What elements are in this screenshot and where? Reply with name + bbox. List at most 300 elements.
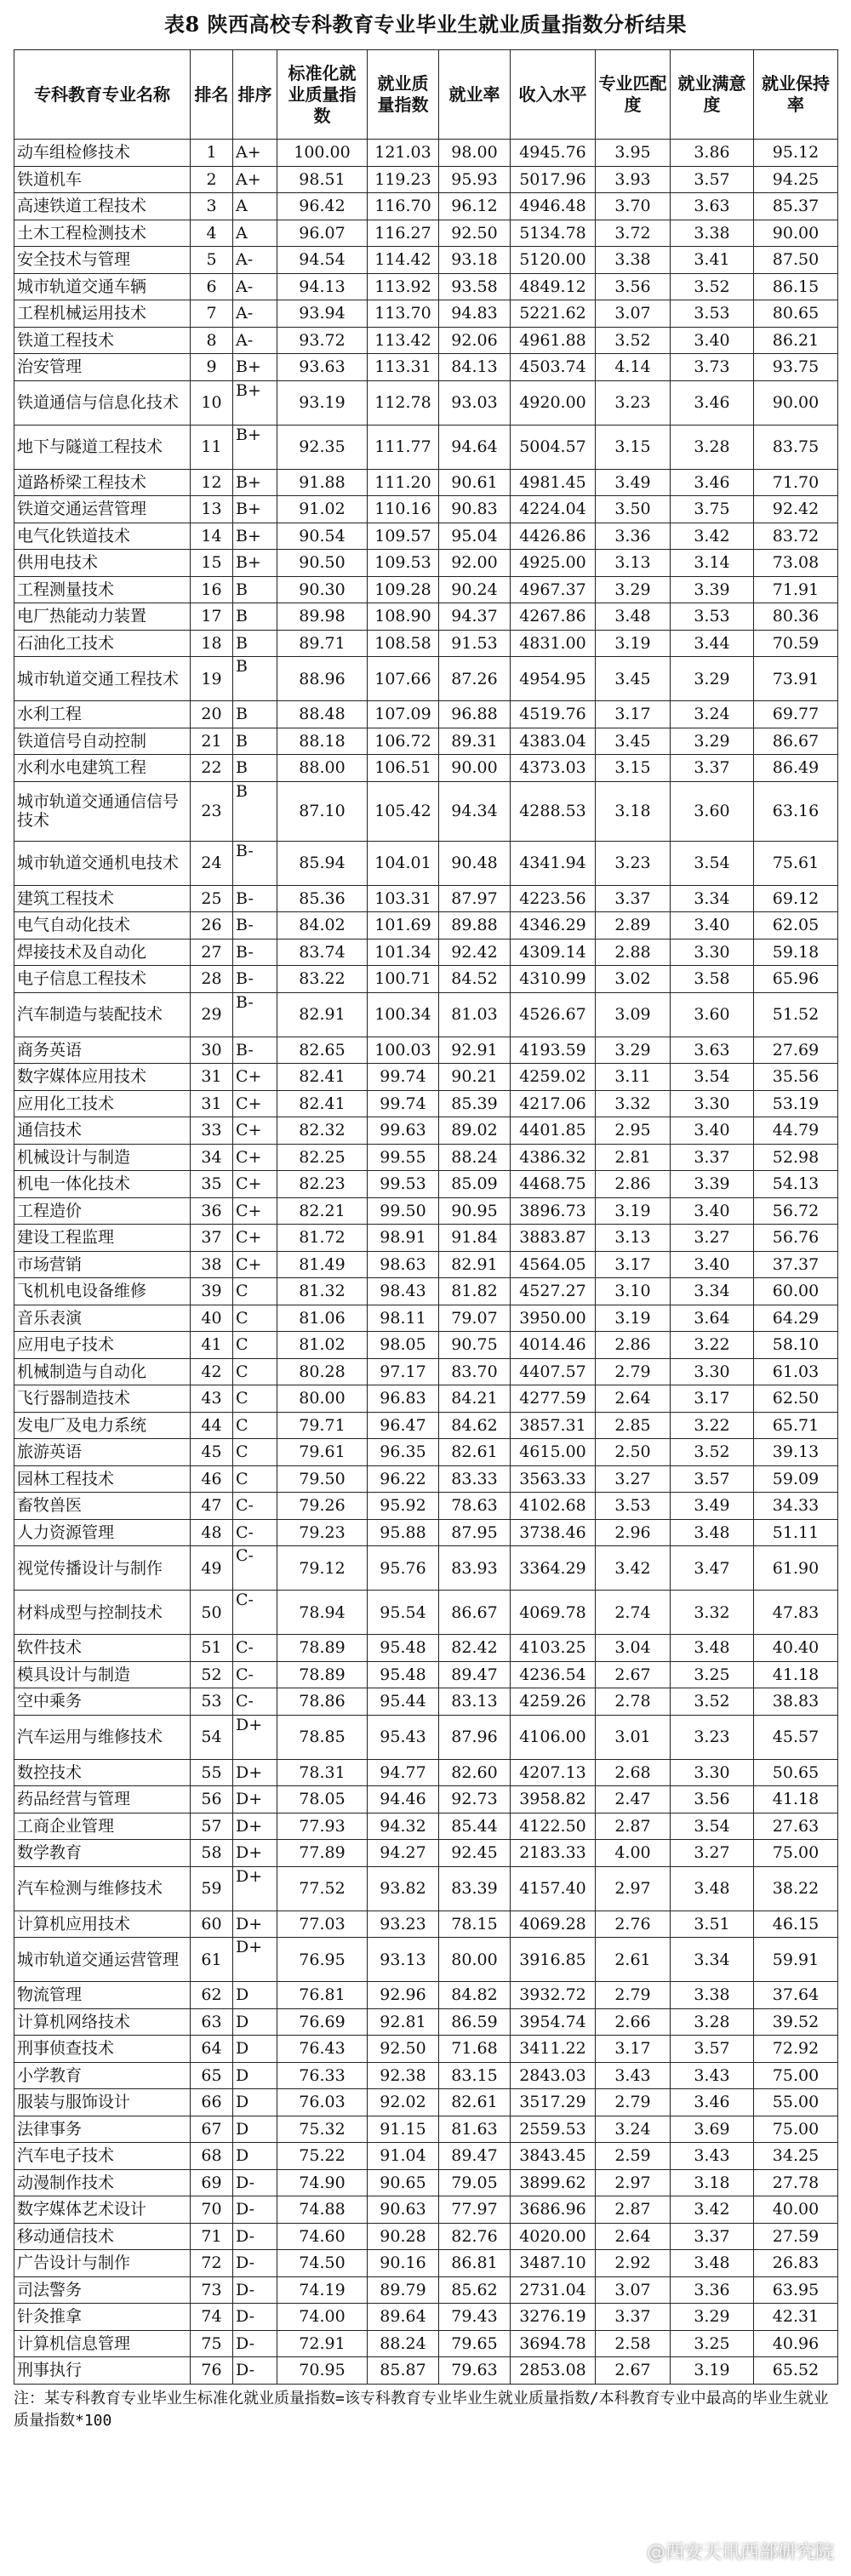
- cell-grade: B: [233, 603, 277, 631]
- cell-standard-index: 75.22: [277, 2143, 368, 2170]
- table-row: [14, 630, 838, 657]
- cell-major-name: 数字媒体艺术设计: [14, 2196, 191, 2224]
- cell-grade: D+: [233, 1759, 277, 1786]
- cell-major-name: 计算机网络技术: [14, 2008, 191, 2036]
- cell-satisfaction: 3.63: [671, 1037, 754, 1064]
- cell-standard-index: 76.33: [277, 2062, 368, 2089]
- cell-quality-index: 99.74: [368, 1064, 439, 1091]
- cell-retention: 83.75: [754, 425, 838, 469]
- cell-quality-index: 113.42: [368, 327, 439, 354]
- cell-income: 4259.02: [511, 1064, 596, 1091]
- cell-retention: 75.61: [754, 841, 838, 885]
- table-row: [14, 166, 838, 193]
- cell-employment-rate: 87.97: [439, 885, 511, 912]
- cell-quality-index: 92.81: [368, 2008, 439, 2036]
- cell-satisfaction: 3.29: [671, 728, 754, 755]
- cell-rank: 50: [191, 1591, 233, 1635]
- cell-satisfaction: 3.29: [671, 2304, 754, 2331]
- cell-major-name: 铁道机车: [14, 166, 191, 193]
- cell-satisfaction: 3.37: [671, 1144, 754, 1171]
- cell-rank: 34: [191, 1144, 233, 1171]
- cell-retention: 40.40: [754, 1635, 838, 1662]
- cell-retention: 86.49: [754, 755, 838, 782]
- cell-grade: B: [233, 657, 277, 701]
- cell-grade: D-: [233, 2223, 277, 2250]
- cell-standard-index: 91.02: [277, 496, 368, 523]
- cell-satisfaction: 3.29: [671, 657, 754, 701]
- table-footnote: 注：某专科教育专业毕业生标准化就业质量指数=该专科教育专业毕业生就业质量指数/本科教育专业中最高的毕业生就业质量指数*100: [14, 2389, 829, 2430]
- cell-grade: B-: [233, 939, 277, 966]
- cell-standard-index: 90.30: [277, 576, 368, 603]
- cell-income: 4954.95: [511, 657, 596, 701]
- cell-major-name: 服装与服饰设计: [14, 2089, 191, 2116]
- cell-employment-rate: 82.60: [439, 1759, 511, 1786]
- cell-income: 2843.03: [511, 2062, 596, 2089]
- cell-major-name: 动漫制作技术: [14, 2169, 191, 2196]
- cell-employment-rate: 84.82: [439, 1982, 511, 2009]
- cell-standard-index: 77.89: [277, 1840, 368, 1867]
- cell-quality-index: 92.50: [368, 2036, 439, 2063]
- cell-grade: D+: [233, 1866, 277, 1911]
- cell-major-match: 3.29: [596, 576, 671, 603]
- cell-major-match: 3.23: [596, 841, 671, 885]
- cell-major-match: 4.14: [596, 354, 671, 381]
- cell-income: 3738.46: [511, 1519, 596, 1546]
- cell-rank: 15: [191, 550, 233, 577]
- cell-standard-index: 74.60: [277, 2223, 368, 2250]
- cell-grade: A-: [233, 247, 277, 274]
- cell-satisfaction: 3.22: [671, 1412, 754, 1439]
- cell-standard-index: 88.96: [277, 657, 368, 701]
- cell-major-match: 3.17: [596, 1251, 671, 1278]
- cell-satisfaction: 3.48: [671, 1519, 754, 1546]
- table-row: [14, 1493, 838, 1520]
- cell-grade: D+: [233, 1938, 277, 1982]
- cell-retention: 45.57: [754, 1715, 838, 1759]
- cell-major-match: 3.38: [596, 247, 671, 274]
- cell-standard-index: 82.65: [277, 1037, 368, 1064]
- cell-rank: 30: [191, 1037, 233, 1064]
- cell-income: 4519.76: [511, 701, 596, 728]
- cell-satisfaction: 3.52: [671, 1688, 754, 1716]
- cell-standard-index: 78.85: [277, 1715, 368, 1759]
- cell-income: 4468.75: [511, 1171, 596, 1198]
- cell-standard-index: 89.71: [277, 630, 368, 657]
- cell-major-match: 3.70: [596, 193, 671, 220]
- cell-income: 4373.03: [511, 755, 596, 782]
- cell-major-name: 模具设计与制造: [14, 1661, 191, 1688]
- cell-employment-rate: 93.58: [439, 273, 511, 300]
- cell-major-match: 2.66: [596, 2008, 671, 2036]
- cell-income: 4831.00: [511, 630, 596, 657]
- cell-major-match: 3.56: [596, 273, 671, 300]
- table-row: [14, 2143, 838, 2170]
- table-row: [14, 1117, 838, 1145]
- cell-major-match: 2.87: [596, 2196, 671, 2224]
- table-row: [14, 193, 838, 220]
- cell-quality-index: 95.43: [368, 1715, 439, 1759]
- cell-income: 4341.94: [511, 841, 596, 885]
- cell-standard-index: 88.18: [277, 728, 368, 755]
- cell-major-match: 3.42: [596, 1546, 671, 1591]
- cell-quality-index: 95.76: [368, 1546, 439, 1591]
- cell-grade: D: [233, 2143, 277, 2170]
- cell-satisfaction: 3.34: [671, 1278, 754, 1305]
- cell-income: 3686.96: [511, 2196, 596, 2224]
- table-row: [14, 966, 838, 993]
- cell-income: 4069.28: [511, 1911, 596, 1938]
- cell-quality-index: 104.01: [368, 841, 439, 885]
- cell-grade: C+: [233, 1064, 277, 1091]
- cell-quality-index: 98.05: [368, 1332, 439, 1359]
- cell-employment-rate: 82.42: [439, 1635, 511, 1662]
- table-row: [14, 912, 838, 940]
- cell-standard-index: 81.06: [277, 1305, 368, 1332]
- cell-satisfaction: 3.36: [671, 2276, 754, 2304]
- cell-major-name: 供用电技术: [14, 550, 191, 577]
- cell-major-name: 汽车电子技术: [14, 2143, 191, 2170]
- cell-standard-index: 82.91: [277, 992, 368, 1037]
- cell-grade: C-: [233, 1591, 277, 1635]
- cell-major-match: 3.95: [596, 140, 671, 167]
- cell-quality-index: 92.02: [368, 2089, 439, 2116]
- header-retention: 就业保持率: [754, 50, 838, 140]
- cell-retention: 39.13: [754, 1439, 838, 1466]
- cell-quality-index: 97.17: [368, 1358, 439, 1385]
- cell-satisfaction: 3.27: [671, 1225, 754, 1252]
- cell-quality-index: 106.72: [368, 728, 439, 755]
- header-grade: 排序: [233, 50, 277, 140]
- cell-quality-index: 98.11: [368, 1305, 439, 1332]
- cell-standard-index: 94.54: [277, 247, 368, 274]
- cell-satisfaction: 3.40: [671, 1117, 754, 1145]
- cell-satisfaction: 3.42: [671, 523, 754, 550]
- cell-retention: 75.00: [754, 2116, 838, 2143]
- cell-satisfaction: 3.86: [671, 140, 754, 167]
- cell-rank: 11: [191, 425, 233, 469]
- table-row: [14, 2276, 838, 2304]
- cell-retention: 90.00: [754, 380, 838, 425]
- cell-satisfaction: 3.43: [671, 2143, 754, 2170]
- cell-employment-rate: 85.62: [439, 2276, 511, 2304]
- cell-quality-index: 110.16: [368, 496, 439, 523]
- cell-rank: 37: [191, 1225, 233, 1252]
- table-row: [14, 273, 838, 300]
- cell-satisfaction: 3.30: [671, 1759, 754, 1786]
- cell-standard-index: 79.61: [277, 1439, 368, 1466]
- cell-employment-rate: 89.02: [439, 1117, 511, 1145]
- cell-major-name: 汽车制造与装配技术: [14, 992, 191, 1037]
- cell-grade: B: [233, 781, 277, 841]
- cell-satisfaction: 3.60: [671, 992, 754, 1037]
- cell-employment-rate: 98.00: [439, 140, 511, 167]
- cell-retention: 40.00: [754, 2196, 838, 2224]
- cell-income: 4207.13: [511, 1759, 596, 1786]
- cell-major-match: 3.45: [596, 728, 671, 755]
- cell-employment-rate: 94.83: [439, 300, 511, 328]
- cell-retention: 59.91: [754, 1938, 838, 1982]
- table-row: [14, 841, 838, 885]
- cell-retention: 65.71: [754, 1412, 838, 1439]
- cell-quality-index: 90.65: [368, 2169, 439, 2196]
- cell-standard-index: 78.86: [277, 1688, 368, 1716]
- cell-employment-rate: 79.65: [439, 2330, 511, 2357]
- cell-grade: D+: [233, 1911, 277, 1938]
- cell-retention: 52.98: [754, 1144, 838, 1171]
- cell-employment-rate: 79.05: [439, 2169, 511, 2196]
- cell-employment-rate: 90.21: [439, 1064, 511, 1091]
- cell-major-name: 人力资源管理: [14, 1519, 191, 1546]
- cell-major-match: 3.17: [596, 2036, 671, 2063]
- cell-income: 3276.19: [511, 2304, 596, 2331]
- cell-income: 3932.72: [511, 1982, 596, 2009]
- cell-major-match: 2.50: [596, 1439, 671, 1466]
- cell-quality-index: 101.69: [368, 912, 439, 940]
- cell-standard-index: 72.91: [277, 2330, 368, 2357]
- cell-employment-rate: 82.91: [439, 1251, 511, 1278]
- cell-quality-index: 90.16: [368, 2250, 439, 2277]
- cell-standard-index: 93.94: [277, 300, 368, 328]
- header-employment-rate: 就业率: [439, 50, 511, 140]
- cell-rank: 64: [191, 2036, 233, 2063]
- cell-quality-index: 99.50: [368, 1197, 439, 1225]
- cell-income: 4224.04: [511, 496, 596, 523]
- cell-major-name: 城市轨道交通通信信号技术: [14, 781, 191, 841]
- cell-rank: 48: [191, 1519, 233, 1546]
- cell-major-name: 机电一体化技术: [14, 1171, 191, 1198]
- table-row: [14, 701, 838, 728]
- cell-major-match: 3.37: [596, 2304, 671, 2331]
- cell-major-name: 焊接技术及自动化: [14, 939, 191, 966]
- cell-grade: D+: [233, 1715, 277, 1759]
- cell-satisfaction: 3.60: [671, 781, 754, 841]
- cell-employment-rate: 83.13: [439, 1688, 511, 1716]
- cell-retention: 39.52: [754, 2008, 838, 2036]
- cell-major-name: 汽车检测与维修技术: [14, 1866, 191, 1911]
- cell-retention: 71.91: [754, 576, 838, 603]
- cell-income: 2853.08: [511, 2357, 596, 2385]
- table-row: [14, 300, 838, 328]
- cell-major-match: 2.68: [596, 1759, 671, 1786]
- table-row: [14, 2250, 838, 2277]
- cell-major-match: 2.87: [596, 1813, 671, 1840]
- cell-rank: 42: [191, 1358, 233, 1385]
- cell-retention: 27.69: [754, 1037, 838, 1064]
- table-row: [14, 2008, 838, 2036]
- cell-income: 4503.74: [511, 354, 596, 381]
- cell-quality-index: 88.24: [368, 2330, 439, 2357]
- table-row: [14, 140, 838, 167]
- cell-standard-index: 84.02: [277, 912, 368, 940]
- cell-retention: 65.52: [754, 2357, 838, 2385]
- cell-income: 4346.29: [511, 912, 596, 940]
- cell-quality-index: 106.51: [368, 755, 439, 782]
- cell-major-match: 3.32: [596, 1090, 671, 1117]
- cell-rank: 76: [191, 2357, 233, 2385]
- cell-rank: 13: [191, 496, 233, 523]
- cell-standard-index: 88.00: [277, 755, 368, 782]
- cell-quality-index: 116.27: [368, 220, 439, 247]
- table-row: [14, 2036, 838, 2063]
- cell-grade: C-: [233, 1688, 277, 1716]
- cell-major-match: 3.13: [596, 1225, 671, 1252]
- cell-major-match: 3.09: [596, 992, 671, 1037]
- cell-major-name: 司法警务: [14, 2276, 191, 2304]
- cell-retention: 53.19: [754, 1090, 838, 1117]
- cell-quality-index: 95.48: [368, 1635, 439, 1662]
- cell-satisfaction: 3.57: [671, 2036, 754, 2063]
- cell-employment-rate: 80.00: [439, 1938, 511, 1982]
- cell-satisfaction: 3.54: [671, 1064, 754, 1091]
- cell-major-name: 应用化工技术: [14, 1090, 191, 1117]
- cell-employment-rate: 81.03: [439, 992, 511, 1037]
- table-row: [14, 1661, 838, 1688]
- table-row: [14, 2304, 838, 2331]
- document-page: [14, 0, 837, 2432]
- cell-satisfaction: 3.46: [671, 469, 754, 496]
- cell-employment-rate: 88.24: [439, 1144, 511, 1171]
- cell-rank: 38: [191, 1251, 233, 1278]
- cell-quality-index: 91.04: [368, 2143, 439, 2170]
- cell-rank: 61: [191, 1938, 233, 1982]
- cell-rank: 9: [191, 354, 233, 381]
- cell-retention: 93.75: [754, 354, 838, 381]
- cell-retention: 37.64: [754, 1982, 838, 2009]
- header-major-name: 专科教育专业名称: [14, 50, 191, 140]
- cell-standard-index: 93.72: [277, 327, 368, 354]
- cell-income: 4426.86: [511, 523, 596, 550]
- cell-satisfaction: 3.27: [671, 1840, 754, 1867]
- table-row: [14, 1759, 838, 1786]
- cell-retention: 34.33: [754, 1493, 838, 1520]
- cell-satisfaction: 3.42: [671, 2196, 754, 2224]
- cell-major-name: 水利水电建筑工程: [14, 755, 191, 782]
- cell-major-name: 电气自动化技术: [14, 912, 191, 940]
- cell-satisfaction: 3.30: [671, 939, 754, 966]
- cell-major-match: 2.64: [596, 1385, 671, 1413]
- table-row: [14, 2196, 838, 2224]
- cell-major-match: 3.36: [596, 523, 671, 550]
- cell-rank: 73: [191, 2276, 233, 2304]
- cell-quality-index: 107.66: [368, 657, 439, 701]
- cell-income: 2731.04: [511, 2276, 596, 2304]
- cell-major-match: 2.58: [596, 2330, 671, 2357]
- cell-grade: B: [233, 630, 277, 657]
- cell-rank: 58: [191, 1840, 233, 1867]
- cell-retention: 90.00: [754, 220, 838, 247]
- cell-quality-index: 93.82: [368, 1866, 439, 1911]
- cell-retention: 73.91: [754, 657, 838, 701]
- cell-standard-index: 81.32: [277, 1278, 368, 1305]
- cell-employment-rate: 79.63: [439, 2357, 511, 2385]
- cell-retention: 34.25: [754, 2143, 838, 2170]
- cell-major-match: 2.59: [596, 2143, 671, 2170]
- cell-rank: 24: [191, 841, 233, 885]
- cell-grade: D-: [233, 2357, 277, 2385]
- cell-major-match: 3.01: [596, 1715, 671, 1759]
- cell-rank: 71: [191, 2223, 233, 2250]
- cell-income: 4014.46: [511, 1332, 596, 1359]
- cell-major-match: 3.49: [596, 469, 671, 496]
- cell-quality-index: 90.28: [368, 2223, 439, 2250]
- cell-standard-index: 98.51: [277, 166, 368, 193]
- table-row: [14, 1225, 838, 1252]
- cell-income: 5017.96: [511, 166, 596, 193]
- cell-employment-rate: 77.97: [439, 2196, 511, 2224]
- cell-grade: D-: [233, 2196, 277, 2224]
- cell-employment-rate: 92.73: [439, 1786, 511, 1813]
- cell-grade: B-: [233, 966, 277, 993]
- cell-rank: 43: [191, 1385, 233, 1413]
- cell-standard-index: 78.89: [277, 1661, 368, 1688]
- cell-quality-index: 121.03: [368, 140, 439, 167]
- cell-rank: 7: [191, 300, 233, 328]
- cell-satisfaction: 3.58: [671, 966, 754, 993]
- cell-major-name: 视觉传播设计与制作: [14, 1546, 191, 1591]
- cell-major-match: 2.79: [596, 1982, 671, 2009]
- cell-grade: C+: [233, 1144, 277, 1171]
- cell-satisfaction: 3.56: [671, 1786, 754, 1813]
- cell-quality-index: 98.63: [368, 1251, 439, 1278]
- cell-standard-index: 76.43: [277, 2036, 368, 2063]
- table-row: [14, 755, 838, 782]
- cell-employment-rate: 83.93: [439, 1546, 511, 1591]
- cell-major-name: 机械制造与自动化: [14, 1358, 191, 1385]
- cell-standard-index: 82.41: [277, 1090, 368, 1117]
- cell-standard-index: 76.81: [277, 1982, 368, 2009]
- cell-income: 4615.00: [511, 1439, 596, 1466]
- cell-retention: 61.03: [754, 1358, 838, 1385]
- cell-quality-index: 85.87: [368, 2357, 439, 2385]
- cell-quality-index: 93.23: [368, 1911, 439, 1938]
- cell-standard-index: 78.05: [277, 1786, 368, 1813]
- cell-standard-index: 74.50: [277, 2250, 368, 2277]
- cell-standard-index: 79.71: [277, 1412, 368, 1439]
- cell-retention: 65.96: [754, 966, 838, 993]
- cell-satisfaction: 3.48: [671, 1635, 754, 1662]
- cell-employment-rate: 81.82: [439, 1278, 511, 1305]
- cell-major-name: 工商企业管理: [14, 1813, 191, 1840]
- cell-satisfaction: 3.53: [671, 300, 754, 328]
- cell-employment-rate: 90.00: [439, 755, 511, 782]
- cell-retention: 44.79: [754, 1117, 838, 1145]
- cell-major-name: 治安管理: [14, 354, 191, 381]
- cell-rank: 19: [191, 657, 233, 701]
- cell-retention: 51.11: [754, 1519, 838, 1546]
- employment-quality-table: [14, 49, 838, 2385]
- header-satisfaction: 就业满意度: [671, 50, 754, 140]
- cell-grade: A-: [233, 300, 277, 328]
- cell-employment-rate: 89.31: [439, 728, 511, 755]
- cell-income: 5134.78: [511, 220, 596, 247]
- cell-quality-index: 103.31: [368, 885, 439, 912]
- table-row: [14, 992, 838, 1037]
- cell-standard-index: 83.74: [277, 939, 368, 966]
- cell-major-name: 城市轨道交通机电技术: [14, 841, 191, 885]
- cell-major-match: 3.17: [596, 701, 671, 728]
- table-row: [14, 2330, 838, 2357]
- cell-rank: 47: [191, 1493, 233, 1520]
- cell-income: 3694.78: [511, 2330, 596, 2357]
- cell-rank: 35: [191, 1171, 233, 1198]
- cell-grade: D: [233, 2008, 277, 2036]
- cell-retention: 75.00: [754, 2062, 838, 2089]
- cell-major-name: 工程机械运用技术: [14, 300, 191, 328]
- table-row: [14, 2089, 838, 2116]
- cell-satisfaction: 3.30: [671, 1090, 754, 1117]
- cell-major-match: 3.15: [596, 755, 671, 782]
- cell-quality-index: 112.78: [368, 380, 439, 425]
